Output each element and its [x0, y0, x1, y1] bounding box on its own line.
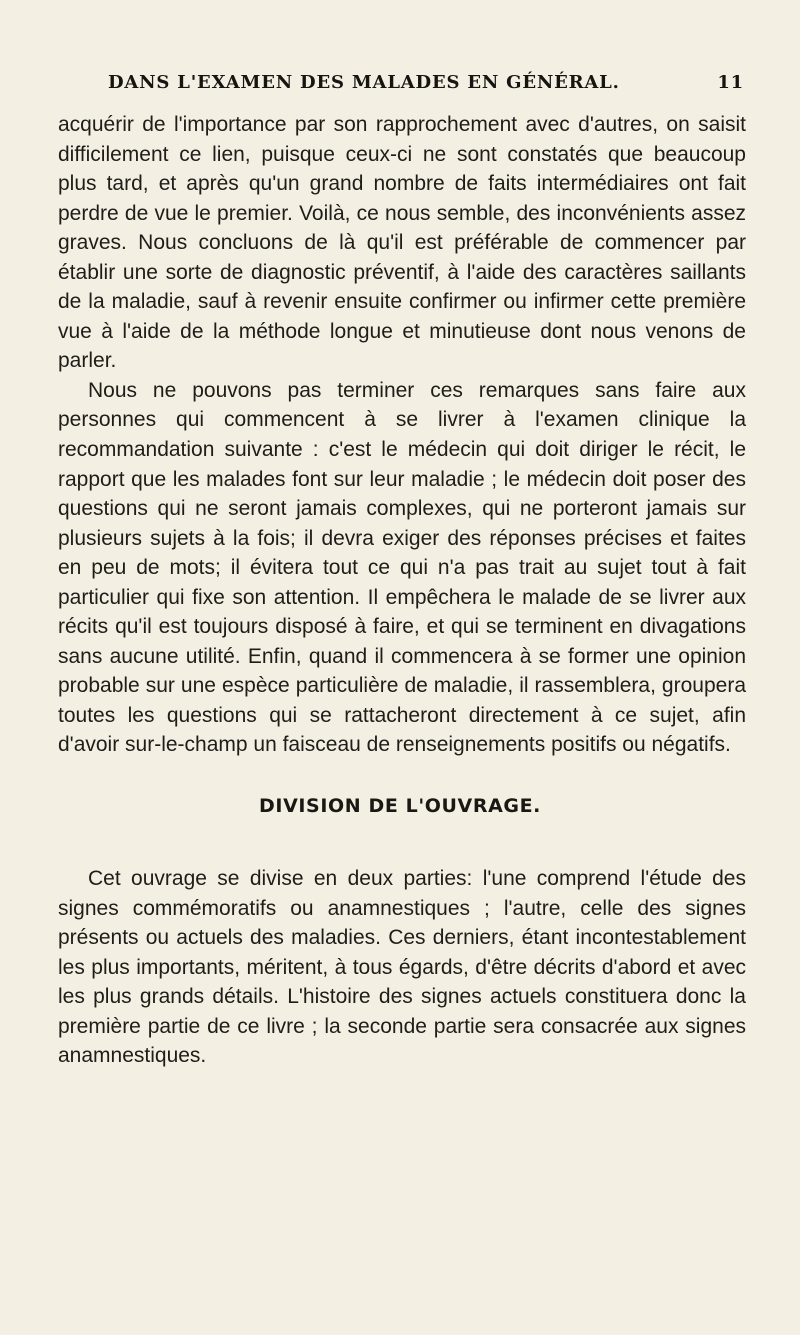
paragraph-recommendation: Nous ne pouvons pas terminer ces remarques sans faire aux personnes qui commencent à se livrer à l'examen clinique la recommandation suivante : c'est le médecin qui doit diriger le récit, le rapport que les malades font sur leur maladie ; le médecin doit poser des questions qui ne seront jamais complexes, qui ne porteront jamais sur plusieurs sujets à la fois; il devra exiger des réponses précises et faites en peu de mots; il évitera tout ce qui n'a pas trait au sujet tout à fait particulier qui fixe son attention. Il empêchera le malade de se livrer aux récits qu'il est toujours disposé à faire, et qui se terminent en divagations sans aucune utilité. Enfin, quand il commencera à se former une opinion probable sur une espèce particulière de maladie, il rassemblera, groupera toutes les questions qui se rattacheront directement à ce sujet, afin d'avoir sur-le-champ un faisceau de renseignements positifs ou négatifs.: [58, 378, 746, 757]
page-number: 11: [717, 72, 744, 93]
body-text: [58, 110, 746, 760]
running-head-title: DANS L'EXAMEN DES MALADES EN GÉNÉRAL.: [108, 72, 620, 93]
running-head: [108, 72, 744, 98]
section-heading: DIVISION DE L'OUVRAGE.: [259, 795, 541, 817]
section-body: [58, 864, 746, 1071]
paragraph-division: Cet ouvrage se divise en deux parties: l'une comprend l'étude des signes commémoratifs ou anamnestiques ; l'autre, celle des signes présents ou actuels des maladies. Ces derniers, étant incontestablement les plus importants, méritent, à tous égards, d'être décrits d'abord et avec les plus grands détails. L'histoire des signes actuels constituera donc la première partie de ce livre ; la seconde partie sera consacrée aux signes anamnestiques.: [58, 867, 746, 1068]
paragraph-continued: acquérir de l'importance par son rapprochement avec d'autres, on saisit difficilement ce lien, puisque ceux-ci ne sont constatés que beaucoup plus tard, et après qu'un grand nombre de faits intermédiaires ont fait perdre de vue le premier. Voilà, ce nous semble, des inconvénients assez graves. Nous concluons de là qu'il est préférable de commencer par établir une sorte de diagnostic préventif, à l'aide des caractères saillants de la maladie, sauf à revenir ensuite confirmer ou infirmer cette première vue à l'aide de la méthode longue et minutieuse dont nous venons de parler.: [58, 113, 746, 373]
